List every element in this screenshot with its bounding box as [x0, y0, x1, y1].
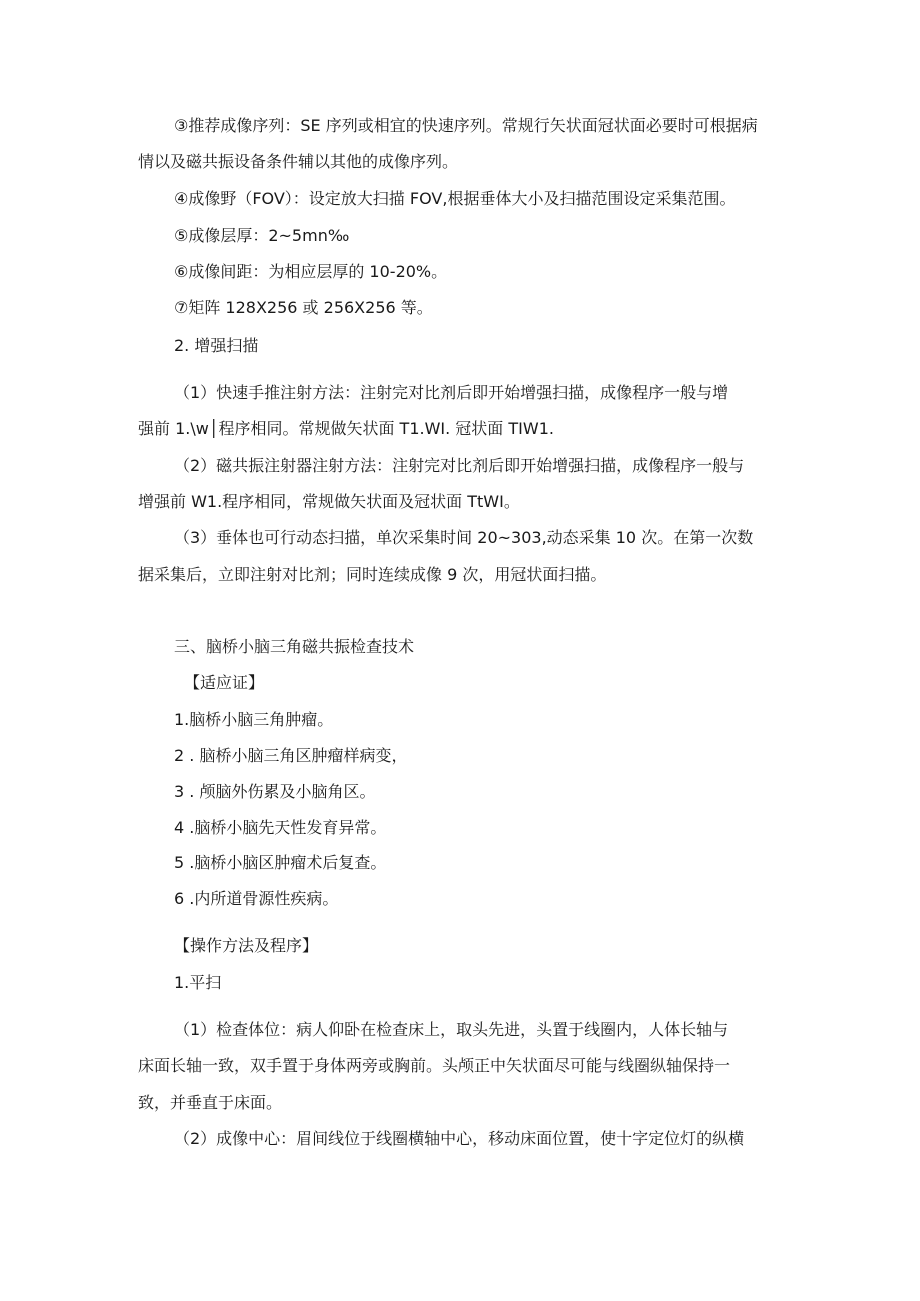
paragraph-imaging-center: （2）成像中心：眉间线位于线圈横轴中心，移动床面位置，使十字定位灯的纵横: [174, 1129, 745, 1148]
list-item-indication-3: 3 . 颅脑外伤累及小脑角区。: [174, 782, 376, 801]
paragraph-slice-thickness: ⑤成像层厚：2~5mn‰: [174, 226, 350, 245]
list-item-indication-6: 6 .内所道骨源性疾病。: [174, 889, 339, 908]
paragraph-position-line-3: 致，并垂直于床面。: [138, 1093, 283, 1112]
paragraph-fov: ④成像野（FOV）：设定放大扫描 FOV,根据垂体大小及扫描范围设定采集范围。: [174, 189, 736, 208]
paragraph-matrix: ⑦矩阵 128X256 或 256X256 等。: [174, 298, 433, 317]
section-heading-enhanced-scan: 2. 增强扫描: [174, 336, 259, 355]
section-title-cpa-mri: 三、脑桥小脑三角磁共振检查技术: [174, 637, 415, 656]
paragraph-manual-injection-line-1: （1）快速手推注射方法：注射完对比剂后即开始增强扫描，成像程序一般与增: [174, 383, 729, 402]
paragraph-sequence-line-2: 情以及磁共振设备条件辅以其他的成像序列。: [138, 152, 459, 171]
paragraph-position-line-2: 床面长轴一致，双手置于身体两旁或胸前。头颅正中矢状面尽可能与线圈纵轴保持一: [138, 1056, 731, 1075]
list-item-indication-5: 5 .脑桥小脑区肿瘤术后复查。: [174, 853, 387, 872]
heading-procedure: 【操作方法及程序】: [174, 936, 319, 955]
paragraph-manual-injection-line-2: 强前 1.\w│程序相同。常规做矢状面 T1.WI. 冠状面 TIW1.: [138, 419, 554, 438]
paragraph-slice-gap: ⑥成像间距：为相应层厚的 10-20%。: [174, 262, 448, 281]
list-item-indication-2: 2 . 脑桥小脑三角区肿瘤样病变，: [174, 746, 408, 765]
paragraph-injector-line-1: （2）磁共振注射器注射方法：注射完对比剂后即开始增强扫描，成像程序一般与: [174, 456, 745, 475]
paragraph-dynamic-scan-line-1: （3）垂体也可行动态扫描，单次采集时间 20~303,动态采集 10 次。在第一次数: [174, 528, 754, 547]
subheading-plain-scan: 1.平扫: [174, 973, 222, 992]
paragraph-sequence-line-1: ③推荐成像序列：SE 序列或相宜的快速序列。常规行矢状面冠状面必要时可根据病: [174, 116, 758, 135]
list-item-indication-1: 1.脑桥小脑三角肿瘤。: [174, 710, 334, 729]
paragraph-position-line-1: （1）检查体位：病人仰卧在检查床上，取头先进，头置于线圈内，人体长轴与: [174, 1020, 729, 1039]
list-item-indication-4: 4 .脑桥小脑先天性发育异常。: [174, 818, 387, 837]
paragraph-injector-line-2: 增强前 W1.程序相同，常规做矢状面及冠状面 TtWI。: [138, 492, 520, 511]
paragraph-dynamic-scan-line-2: 据采集后，立即注射对比剂；同时连续成像 9 次，用冠状面扫描。: [138, 565, 607, 584]
heading-indications: 【适应证】: [184, 673, 265, 692]
